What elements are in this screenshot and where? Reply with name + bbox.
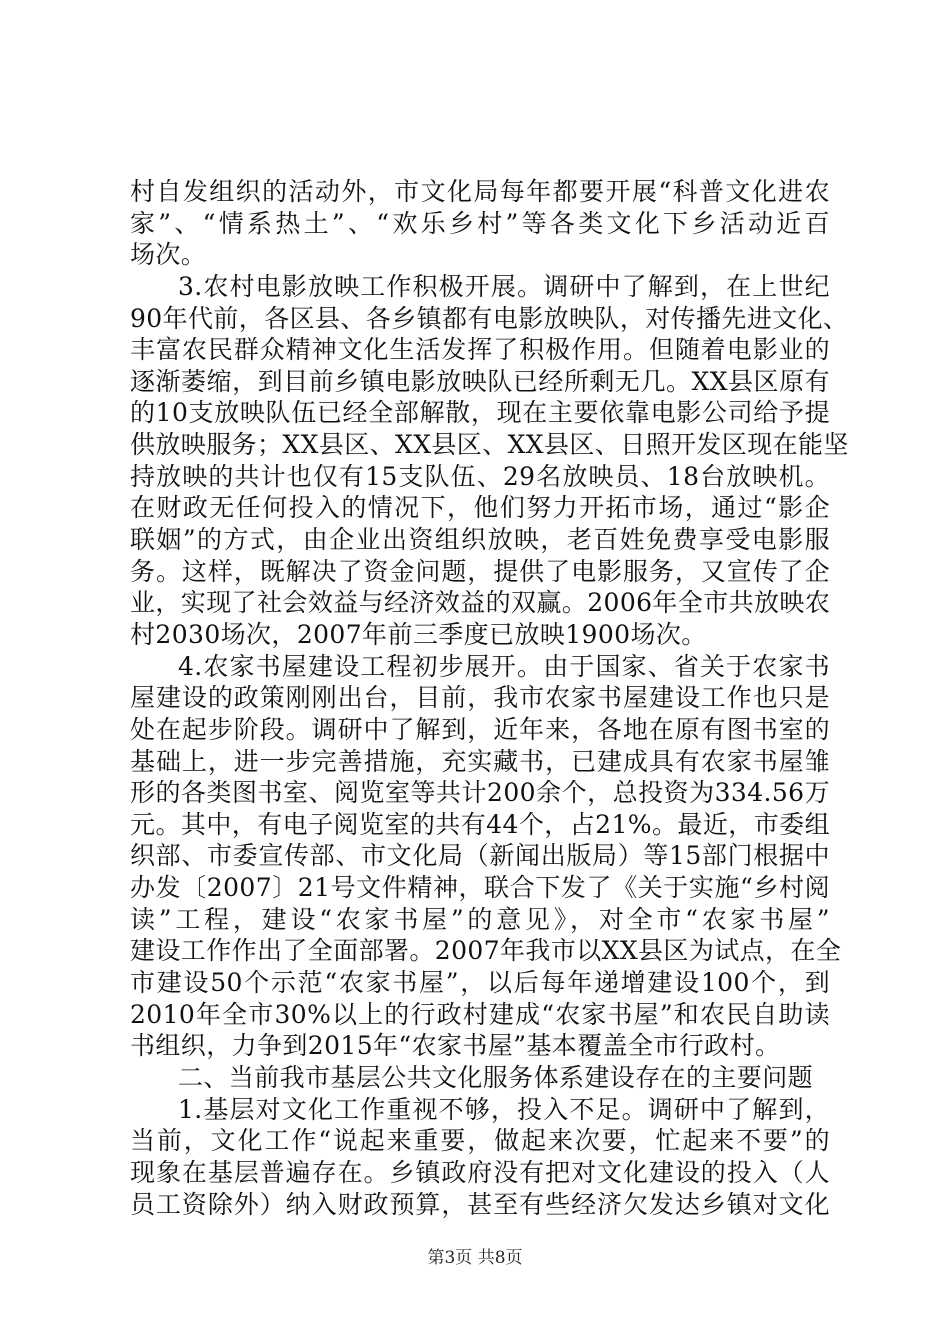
text-line: 元。其中，有电子阅览室的共有44个，占21%。最近，市委组 [130,809,830,839]
text-line: 家”、“情系热土”、“欢乐乡村”等各类文化下乡活动近百 [130,208,830,238]
document-body [130,176,849,1220]
text-line: 持放映的共计也仅有15支队伍、29名放映员、18台放映机。 [130,461,830,491]
text-line: 读”工程，建设“农家书屋”的意见》，对全市“农家书屋” [130,904,830,934]
text-line: 形的各类图书室、阅览室等共计200余个，总投资为334.56万 [130,778,830,808]
text-line: 书组织，力争到2015年“农家书屋”基本覆盖全市行政村。 [130,1031,781,1061]
text-line: 业，实现了社会效益与经济效益的双赢。2006年全市共放映农 [130,588,831,618]
text-line: 的10支放映队伍已经全部解散，现在主要依靠电影公司给予提 [130,398,830,428]
text-line: 场次。 [130,240,207,270]
text-line: 办发〔2007〕21号文件精神，联合下发了《关于实施“乡村阅 [130,873,830,903]
text-line: 村自发组织的活动外，市文化局每年都要开展“科普文化进农 [130,177,830,206]
text-line: 务。这样，既解决了资金问题，提供了电影服务，又宣传了企 [130,556,830,586]
text-line: 90年代前，各区县、各乡镇都有电影放映队，对传播先进文化、 [130,303,849,333]
text-line: 员工资除外）纳入财政预算，甚至有些经济欠发达乡镇对文化 [130,1189,830,1219]
text-line: 基础上，进一步完善措施，充实藏书，已建成具有农家书屋雏 [130,746,830,776]
text-line: 现象在基层普遍存在。乡镇政府没有把对文化建设的投入（人 [130,1157,830,1187]
text-line: 建设工作作出了全面部署。2007年我市以XX县区为试点，在全 [130,936,842,966]
paragraph-start-line: 4.农家书屋建设工程初步展开。由于国家、省关于农家书 [178,651,830,681]
text-line: 村2030场次，2007年前三季度已放映1900场次。 [130,619,707,649]
text-line: 织部、市委宣传部、市文化局（新闻出版局）等15部门根据中 [130,841,830,871]
text-line: 在财政无任何投入的情况下，他们努力开拓市场，通过“影企 [130,493,830,523]
paragraph-start-line: 1.基层对文化工作重视不够，投入不足。调研中了解到， [178,1094,830,1124]
text-line: 联姻”的方式，由企业出资组织放映，老百姓免费享受电影服 [130,525,830,555]
text-line: 供放映服务；XX县区、XX县区、XX县区、日照开发区现在能坚 [130,430,849,460]
paragraph-start-line: 3.农村电影放映工作积极开展。调研中了解到，在上世纪 [178,271,830,301]
text-line: 当前，文化工作“说起来重要，做起来次要，忙起来不要”的 [130,1126,830,1156]
page-number-footer: 第3页 共8页 [427,1248,523,1268]
text-line: 2010年全市30%以上的行政村建成“农家书屋”和农民自助读 [130,999,830,1029]
section-heading: 二、当前我市基层公共文化服务体系建设存在的主要问题 [178,1062,814,1092]
text-line: 逐渐萎缩，到目前乡镇电影放映队已经所剩无几。XX县区原有 [130,366,830,396]
text-line: 屋建设的政策刚刚出台，目前，我市农家书屋建设工作也只是 [130,683,830,713]
text-line: 市建设50个示范“农家书屋”，以后每年递增建设100个，到 [130,968,830,998]
text-line: 丰富农民群众精神文化生活发挥了积极作用。但随着电影业的 [130,335,830,365]
text-line: 处在起步阶段。调研中了解到，近年来，各地在原有图书室的 [130,714,830,744]
